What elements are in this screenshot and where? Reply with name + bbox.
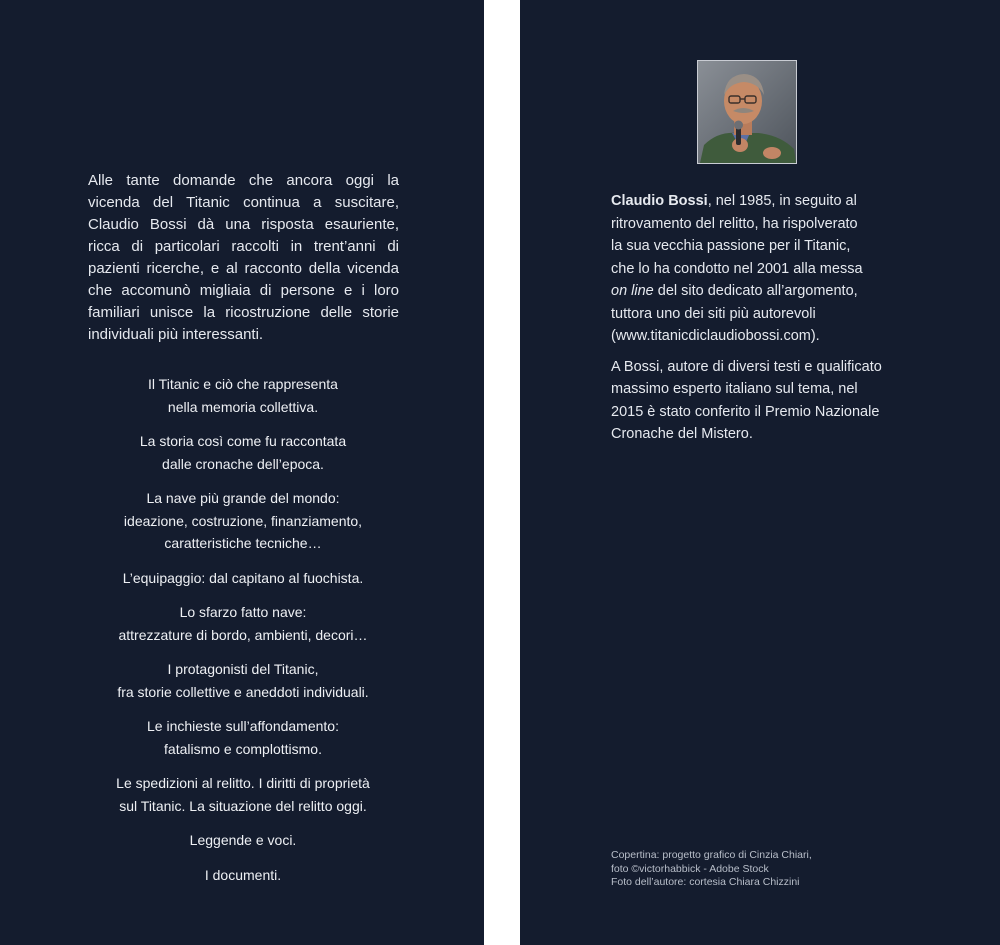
- topic-line: attrezzature di bordo, ambienti, decori…: [118, 626, 368, 643]
- author-bio: [611, 190, 921, 454]
- topic-line: L’equipaggio: dal capitano al fuochista.: [122, 569, 364, 586]
- book-blurb: Alle tante domande che ancora oggi la vicenda del Titanic continua a suscitare, Claudio Bossi dà una risposta esauriente, ricca di particolari raccolti in trent’anni di pazienti ricerche, e al racconto della vicenda che accomunò migliaia di persone e i loro familiari unisce la ricostruzione delle storie individuali più interessanti.: [88, 172, 399, 343]
- bio-paragraph-2: A Bossi, autore di diversi testi e qualificato massimo esperto italiano sul tema, nel 2015 è stato conferito il Premio Nazionale Cronache del Mistero.: [611, 358, 882, 442]
- topic-line: Leggende e voci.: [189, 832, 297, 848]
- topic-line: fatalismo e complottismo.: [164, 740, 322, 757]
- topic-line: sul Titanic. La situazione del relitto oggi.: [119, 797, 367, 814]
- topic-item: [60, 772, 426, 817]
- topic-item: [60, 864, 426, 887]
- topic-line: I protagonisti del Titanic,: [167, 661, 319, 677]
- topics-list: [60, 373, 426, 898]
- topic-line: La nave più grande del mondo:: [146, 490, 340, 506]
- back-flap-left: [0, 0, 484, 945]
- topic-item: [60, 430, 426, 475]
- cover-credits: Copertina: progetto grafico di Cinzia Chiari, foto ©victorhabbick - Adobe Stock Foto dell’autore: cortesia Chiara Chizzini: [611, 849, 812, 888]
- topic-item: [60, 715, 426, 760]
- topic-line: dalle cronache dell’epoca.: [162, 455, 324, 472]
- topic-item: [60, 373, 426, 418]
- website-text: (www.titanicdiclaudiobossi.com).: [611, 328, 820, 344]
- bio-paragraph-1: Claudio Bossi, nel 1985, in seguito al ritrovamento del relitto, ha rispolverato la sua vecchia passione per il Titanic, che lo ha condotto nel 2001 alla messa on line del sito dedicato all’argomento, tuttora uno dei siti più autorevoli (www.titanicdiclaudiobossi.com).: [611, 190, 921, 348]
- author-name: Claudio Bossi: [611, 193, 708, 209]
- topic-item: [60, 601, 426, 646]
- topic-line: Lo sfarzo fatto nave:: [179, 604, 307, 620]
- topic-item: [60, 567, 426, 590]
- topic-line: I documenti.: [204, 866, 282, 883]
- back-flap-right: [520, 0, 1000, 945]
- author-portrait-image: [698, 61, 796, 163]
- topic-line: fra storie collettive e aneddoti individuali.: [117, 683, 369, 700]
- topic-item: [60, 658, 426, 703]
- topic-line: Le inchieste sull’affondamento:: [147, 718, 339, 734]
- topic-line: Il Titanic e ciò che rappresenta: [148, 376, 338, 392]
- topic-line: nella memoria collettiva.: [167, 398, 319, 415]
- topic-item: [60, 829, 426, 852]
- topic-line: ideazione, costruzione, finanziamento,: [123, 512, 363, 529]
- topic-line: La storia così come fu raccontata: [139, 433, 347, 449]
- topic-line: Le spedizioni al relitto. I diritti di proprietà: [116, 775, 370, 791]
- author-photo: [697, 60, 797, 164]
- topic-item: [60, 487, 426, 555]
- topic-line: caratteristiche tecniche…: [164, 535, 322, 551]
